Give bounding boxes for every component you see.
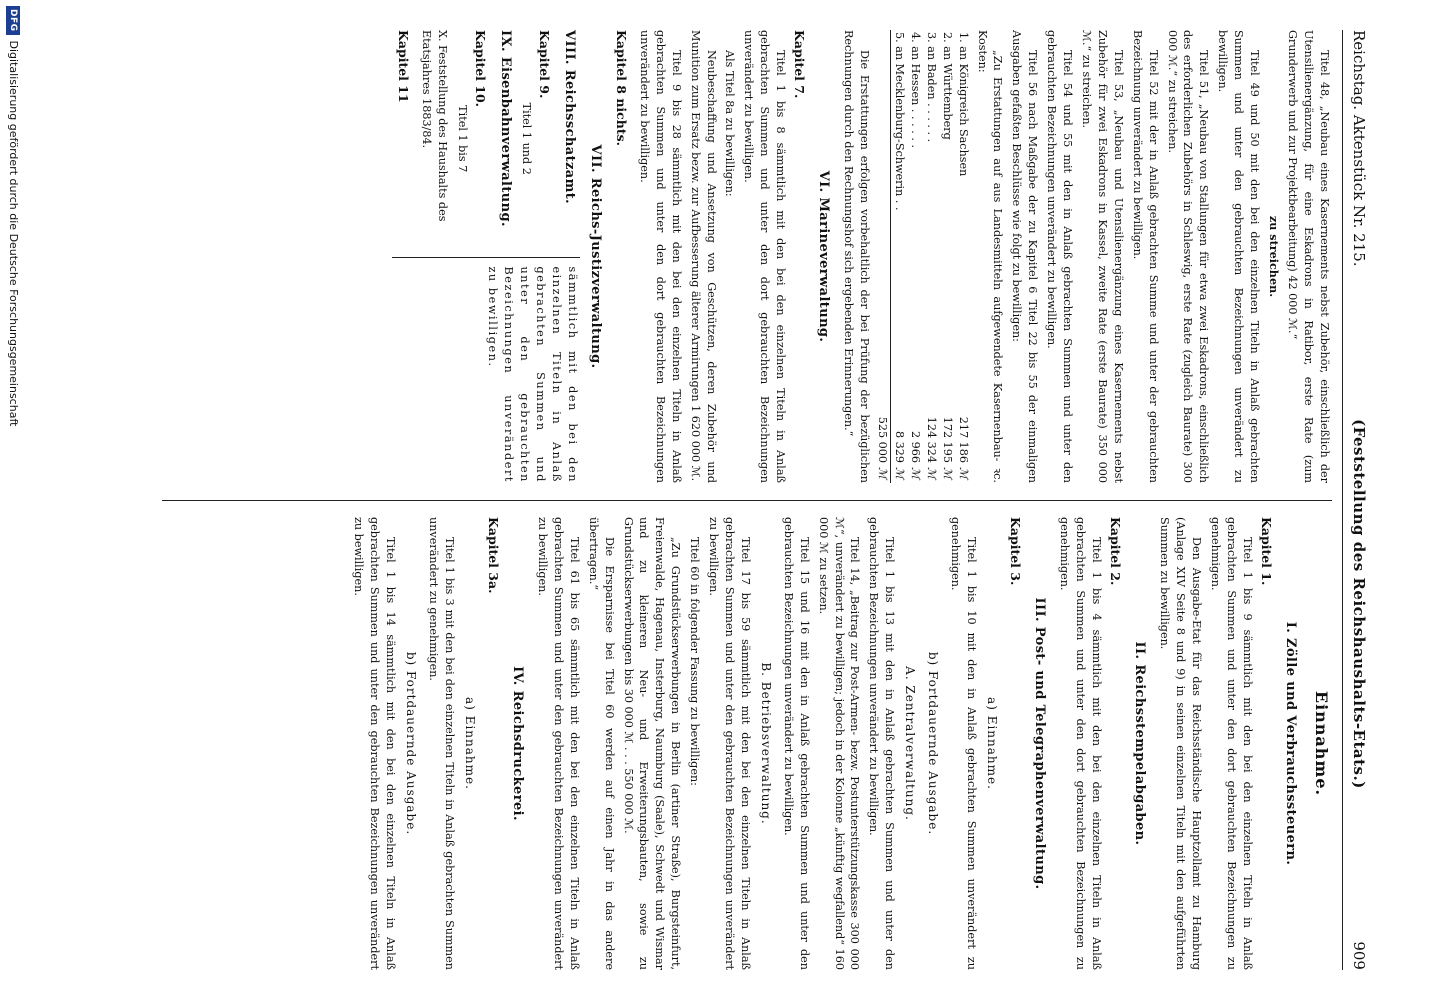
paragraph: Titel 1 bis 14 sämmtlich mit den bei den einzelnen Titeln in Anlaß gebrachten Summen und unter den gebrauchten Bezeichnungen unverändert zu bewilligen. (352, 517, 398, 970)
table-row: 3. an Baden . . . . . . 124 324 ℳ (924, 32, 938, 479)
header-left: Reichstag. Aktenstück Nr. 215. (1350, 30, 1368, 267)
paragraph: Titel 56 nach Maßgabe der zu Kapitel 6 Titel 22 bis 55 der einmaligen Ausgaben gefaßten Beschlüsse wie folgt zu bewilligen: (1010, 30, 1040, 483)
column-title: Einnahme. (1311, 690, 1331, 797)
subheading: B. Betriebsverwaltung. (758, 662, 773, 825)
paragraph: Titel 60 in folgender Fassung zu bewilligen: (688, 537, 702, 786)
bracket-group (392, 30, 580, 483)
column-divider (162, 500, 1332, 501)
subheading: A. Zentralverwaltung. (903, 666, 918, 821)
footer-text: Digitalisierung gefördert durch die Deutsche Forschungsgemeinschaft (6, 40, 20, 427)
subheading: a) Einnahme. (985, 697, 1000, 790)
section-heading: IV. Reichsdruckerei. (510, 666, 526, 821)
paragraph: Titel 1 bis 9 sämmtlich mit den bei den einzelnen Titeln in Anlaß gebrachten Summen und unter den dort gebrauchten Bezeichnungen zu genehmigen. (1208, 517, 1254, 970)
table-row: 4. an Hessen . . . . . . 2 966 ℳ (908, 32, 922, 479)
chapter-heading: Kapitel 10. (473, 30, 489, 108)
subheading: b) Fortdauernde Ausgabe. (926, 651, 941, 836)
section-heading: IX. Eisenbahnverwaltung. (497, 30, 513, 227)
paragraph: Die Ersparnisse bei Titel 60 werden auf einen Jahr in das andere übertragen.“ (586, 517, 616, 970)
table-total-row: 525 000 ℳ (874, 30, 890, 483)
chapter-heading: Kapitel 3a. (485, 517, 501, 594)
chapter-heading: Kapitel 9. (537, 30, 553, 99)
digitization-footer (0, 0, 26, 1000)
table-row: 2. an Württemberg 172 195 ℳ (940, 32, 954, 479)
bracket-line (392, 247, 580, 258)
bracket-text: sämmtlich mit den bei den einzelnen Titeln in Anlaß gebrachten Summen und unter den gebrauchten Bezeichnungen unverändert zu bewilligen. (486, 266, 579, 483)
item-range: Titel 1 bis 7 (455, 105, 469, 173)
subheading: a) Einnahme. (462, 697, 477, 790)
paragraph: Titel 53, „Neubau und Utensilienergänzung eines Kasernements nebst Zubehör für zwei Eskadrons in Kassel, zweite Rate (erste Baurate) 350 000 ℳ.“ zu streichen. (1080, 30, 1125, 483)
paragraph: Titel 1 bis 4 sämmtlich mit den bei den einzelnen Titeln in Anlaß gebrachten Summen und unter den dort gebrauchten Bezeichnungen zu genehmigen. (1058, 517, 1104, 970)
paragraph: Titel 52 mit der in Anlaß gebrachten Summe und unter der gebrauchten Bezeichnung unverändert zu bewilligen. (1130, 30, 1160, 483)
paragraph: Als Titel 8a zu bewilligen: (723, 50, 737, 197)
reimbursement-table (874, 30, 970, 483)
paragraph: Titel 1 bis 13 mit den in Anlaß gebrachten Summen und unter den gebrauchten Bezeichnungen unverändert zu bewilligen. (867, 517, 897, 970)
item-range: Titel 1 und 2 (519, 102, 533, 175)
paragraph: Titel 51, „Neubau von Stallungen für etwa zwei Eskadrons, einschließlich des erforderlichen Zubehörs in Schleswig, erste Rate (zugleich Baurate) 300 000 ℳ.“ zu streichen. (1165, 30, 1211, 483)
chapter-heading: Kapitel 1. (1258, 517, 1274, 586)
chapter-heading: Kapitel 11 (395, 30, 411, 103)
paragraph: Titel 54 und 55 mit den in Anlaß gebrachten Summen und unter den gebrauchten Bezeichnungen unverändert zu bewilligen. (1045, 30, 1075, 483)
section-heading: I. Zölle und Verbrauchssteuern. (1282, 621, 1298, 866)
paragraph: Neubeschaffung und Ansetzung von Geschützen, deren Zubehör und Munition zum Ersatz bezw. zur Aufbesserung älterer Armirungen 1 620 000 ℳ. (688, 30, 718, 483)
paragraph: Titel 1 bis 8 sämmtlich mit den bei den einzelnen Titeln in Anlaß gebrachten Summen und unter den dort gebrauchten Bezeichnungen unverändert zu bewilligen. (742, 30, 788, 483)
paragraph: Die Erstattungen erfolgen vorbehaltlich der bei Prüfung der bezüglichen Rechnungen durch den Rechnungshof sich ergebenden Erinnerungen.“ (842, 30, 872, 483)
section-heading: III. Post- und Telegraphenverwaltung. (1032, 597, 1048, 890)
table-row: 5. an Mecklenburg-Schwerin . . 8 329 ℳ (893, 32, 907, 479)
paragraph: Den Ausgabe-Etat für das Reichsständische Hauptzollamt zu Hamburg (Anlage XIV Seite 8 und 9) in seinen einzelnen Titeln mit den aufgeführten Summen zu bewilligen. (1158, 517, 1204, 970)
subheading: b) Fortdauernde Ausgabe. (404, 651, 419, 836)
section-heading: II. Reichsstempelabgaben. (1132, 641, 1148, 846)
paragraph: „Zu Grundstückserwerbungen in Berlin (artiner Straße), Burgsteinfurt, Freienwalde, Hagenau, Insterburg, Naumburg (Saale), Schwedt und Wismar und zu kleineren Neu- und Erweiterungsbauten, sowie zu Grundstückserwerbungen bis 30 000 ℳ . . . 550 000 ℳ. (621, 517, 683, 970)
paragraph: Titel 1 bis 10 mit den in Anlaß gebrachten Summen unverändert zu genehmigen. (949, 517, 979, 970)
paragraph: Titel 61 bis 65 sämmtlich mit den bei den einzelnen Titeln in Anlaß gebrachten Summen und unter den gebrauchten Bezeichnungen unverändert zu bewilligen. (536, 517, 581, 970)
paragraph: Titel 15 und 16 mit den in Anlaß gebrachten Summen und unter den gebrauchten Bezeichnungen unverändert zu bewilligen. (781, 517, 811, 970)
paragraph: Titel 48, „Neubau eines Kasernements nebst Zubehör, einschließlich der Utensilienergänzung, für eine Eskadrons in Ratibor, erste Rate (zum Grunderwerb und zur Projektbearbeitung) 42 000 ℳ.“ (1285, 30, 1331, 483)
chapter-heading: Kapitel 2. (1107, 517, 1123, 586)
paragraph: „Zu Erstattungen auf aus Landesmitteln aufgewendete Kasernenbau- ꝛc. Kosten: (975, 30, 1005, 483)
paragraph: Titel 9 bis 28 sämmtlich mit den bei den einzelnen Titeln in Anlaß gebrachten Summen und unter den dort gebrauchten Bezeichnungen unverändert zu bewilligen. (637, 30, 683, 483)
section-heading: VI. Marineverwaltung. (816, 170, 832, 343)
section-heading: VII. Reichs-Justizverwaltung. (588, 144, 604, 369)
section-heading: X. Feststellung des Haushalts des Etatsjahres 1883/84. (419, 30, 449, 222)
section-heading: VIII. Reichsschatzamt. (561, 30, 577, 205)
paragraph: Titel 1 bis 3 mit den bei den einzelnen Titeln in Anlaß gebrachten Summen unverändert zu genehmigen. (427, 517, 456, 970)
dfg-logo: DFG (6, 6, 21, 35)
paragraph: Titel 14, „Beitrag zur Post-Armen- bezw. Postunterstützungskasse 300 000 ℳ“, unverändert zu bewilligen; jedoch in der Kolonne „künftig wegfallend“ 160 000 ℳ zu setzen. (816, 517, 862, 970)
paragraph: Titel 49 und 50 mit den bei den einzelnen Titeln in Anlaß gebrachten Summen und unter den gebrauchten Bezeichnungen unverändert zu bewilligen. (1216, 30, 1262, 483)
chapter-heading: Kapitel 8 nichts. (614, 30, 630, 147)
bracket-labels (392, 30, 580, 247)
header-middle: (Feststellung des Reichshaushalts-Etats.) (1350, 419, 1368, 789)
chapter-heading: Kapitel 7. (791, 30, 807, 99)
chapter-heading: Kapitel 3. (1007, 517, 1023, 586)
page-header (1342, 30, 1369, 970)
table-row: 1. an Königreich Sachsen 217 186 ℳ (956, 32, 970, 479)
right-column (347, 515, 1331, 970)
page-number: 909 (1350, 941, 1368, 970)
left-column (347, 30, 1331, 485)
paragraph: Titel 17 bis 59 sämmtlich mit den bei den einzelnen Titeln in Anlaß gebrachten Summen und unter den gebrauchten Bezeichnungen unverändert zu bewilligen. (707, 517, 752, 970)
paragraph: zu streichen. (1266, 215, 1281, 298)
